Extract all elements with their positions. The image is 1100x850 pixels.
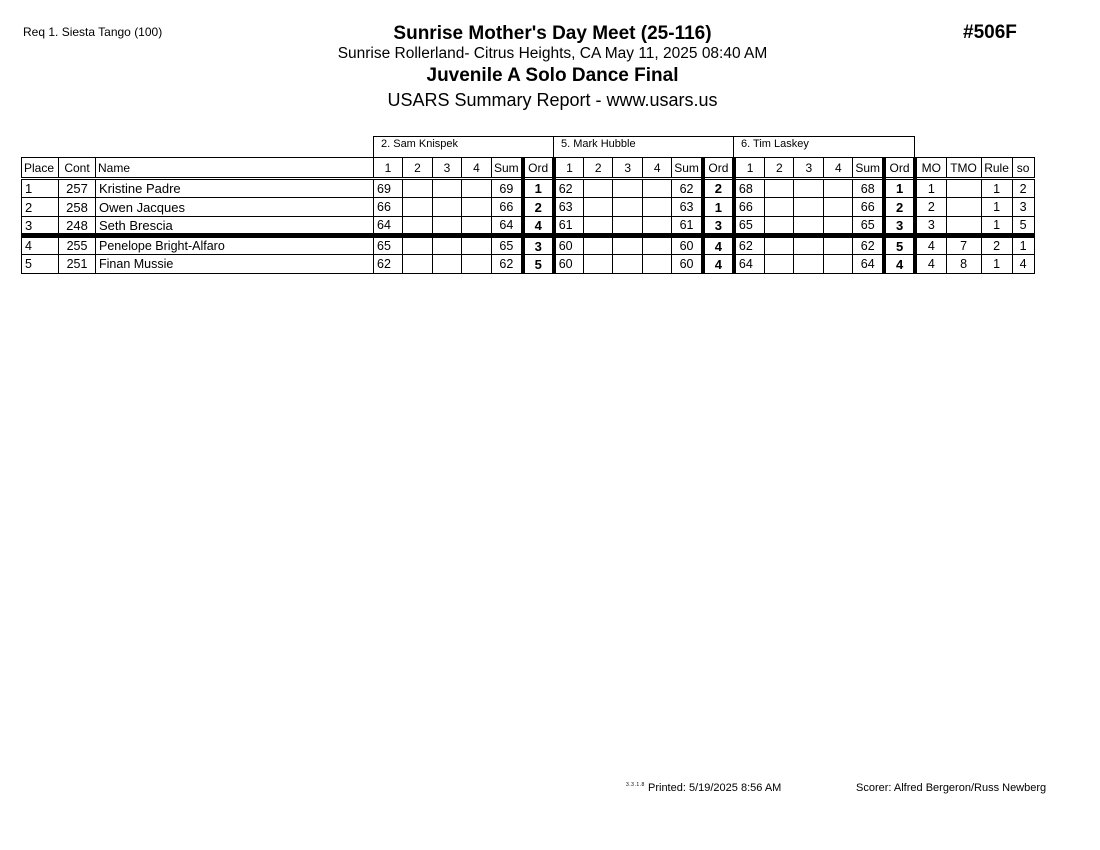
judge-3-score-4 xyxy=(824,255,853,274)
judge-3-ordinal: 5 xyxy=(884,236,915,255)
judge-1-score-3 xyxy=(433,198,462,217)
rule-cell: 1 xyxy=(981,255,1012,274)
judge-1-score-3 xyxy=(433,217,462,236)
judge-1-score-1: 69 xyxy=(374,179,403,198)
judge-2-ordinal: 1 xyxy=(703,198,734,217)
judge-3-sum: 62 xyxy=(853,236,884,255)
so-cell: 4 xyxy=(1012,255,1034,274)
table-row xyxy=(22,198,1035,217)
col-j2-sum: Sum xyxy=(672,158,703,179)
judge-1-score-4 xyxy=(462,217,492,236)
judge-2-score-2 xyxy=(584,255,613,274)
judge-2-ordinal: 2 xyxy=(703,179,734,198)
judge-1-score-2 xyxy=(403,198,433,217)
judge-3-score-4 xyxy=(824,198,853,217)
judge-3-score-1: 62 xyxy=(734,236,765,255)
judge-3-score-3 xyxy=(794,236,824,255)
judge-2-score-4 xyxy=(643,179,672,198)
col-j3-sum: Sum xyxy=(853,158,884,179)
table-row xyxy=(22,217,1035,236)
col-rule: Rule xyxy=(981,158,1012,179)
judge-1-sum: 62 xyxy=(492,255,523,274)
col-j2-ord: Ord xyxy=(703,158,734,179)
judge-3-score-2 xyxy=(765,236,794,255)
col-j3-ord: Ord xyxy=(884,158,915,179)
judge-3-score-2 xyxy=(765,198,794,217)
rule-cell: 1 xyxy=(981,217,1012,236)
col-name: Name xyxy=(96,158,374,179)
judge-1-score-3 xyxy=(433,236,462,255)
judge-3-score-3 xyxy=(794,198,824,217)
judge-1-score-3 xyxy=(433,255,462,274)
judge-1-ordinal: 3 xyxy=(523,236,554,255)
judge-2-score-3 xyxy=(613,198,643,217)
col-j1-ord: Ord xyxy=(523,158,554,179)
cont-cell: 258 xyxy=(59,198,96,217)
col-j1-sum: Sum xyxy=(492,158,523,179)
judge-2-ordinal: 4 xyxy=(703,236,734,255)
col-j2-2: 2 xyxy=(584,158,613,179)
rule-cell: 1 xyxy=(981,198,1012,217)
judge-2-score-1: 60 xyxy=(554,236,584,255)
judge-1-score-1: 66 xyxy=(374,198,403,217)
name-cell: Kristine Padre xyxy=(96,179,374,198)
col-j1-3: 3 xyxy=(433,158,462,179)
col-j1-4: 4 xyxy=(462,158,492,179)
judge-3-score-3 xyxy=(794,217,824,236)
judge-2-score-4 xyxy=(643,236,672,255)
judge-3-score-4 xyxy=(824,179,853,198)
judge-1-sum: 64 xyxy=(492,217,523,236)
header-row xyxy=(22,158,1035,179)
judge-header-1: 2. Sam Knispek xyxy=(373,136,554,157)
table-row xyxy=(22,236,1035,255)
judge-3-score-1: 66 xyxy=(734,198,765,217)
judge-1-score-4 xyxy=(462,198,492,217)
judge-2-ordinal: 4 xyxy=(703,255,734,274)
judge-2-score-1: 61 xyxy=(554,217,584,236)
col-j2-4: 4 xyxy=(643,158,672,179)
judge-2-score-4 xyxy=(643,198,672,217)
judge-3-ordinal: 3 xyxy=(884,217,915,236)
cont-cell: 255 xyxy=(59,236,96,255)
rule-cell: 1 xyxy=(981,179,1012,198)
judge-3-score-4 xyxy=(824,236,853,255)
table-row xyxy=(22,179,1035,198)
judge-1-sum: 66 xyxy=(492,198,523,217)
judge-3-sum: 68 xyxy=(853,179,884,198)
judge-2-score-3 xyxy=(613,217,643,236)
judge-2-score-4 xyxy=(643,217,672,236)
judge-1-score-2 xyxy=(403,179,433,198)
judge-2-sum: 62 xyxy=(672,179,703,198)
request-label: Req 1. Siesta Tango (100) xyxy=(23,25,163,39)
tmo-cell xyxy=(946,198,981,217)
judge-3-ordinal: 2 xyxy=(884,198,915,217)
judge-3-sum: 64 xyxy=(853,255,884,274)
judge-2-score-3 xyxy=(613,179,643,198)
judge-3-ordinal: 4 xyxy=(884,255,915,274)
scorer-label: Scorer: Alfred Bergeron/Russ Newberg xyxy=(856,782,1047,794)
so-cell: 5 xyxy=(1012,217,1034,236)
judge-3-score-4 xyxy=(824,217,853,236)
table-row xyxy=(22,255,1035,274)
so-cell: 2 xyxy=(1012,179,1034,198)
judge-2-score-2 xyxy=(584,198,613,217)
judge-2-score-1: 63 xyxy=(554,198,584,217)
results-table xyxy=(21,157,1035,274)
judge-3-score-1: 68 xyxy=(734,179,765,198)
judge-1-score-1: 65 xyxy=(374,236,403,255)
judge-1-ordinal: 5 xyxy=(523,255,554,274)
judge-3-score-1: 64 xyxy=(734,255,765,274)
judge-3-sum: 65 xyxy=(853,217,884,236)
judge-1-score-3 xyxy=(433,179,462,198)
cont-cell: 248 xyxy=(59,217,96,236)
judge-2-score-2 xyxy=(584,217,613,236)
judge-3-score-1: 65 xyxy=(734,217,765,236)
col-j2-3: 3 xyxy=(613,158,643,179)
judge-1-score-4 xyxy=(462,179,492,198)
mo-cell: 4 xyxy=(915,236,946,255)
name-cell: Owen Jacques xyxy=(96,198,374,217)
judge-2-sum: 61 xyxy=(672,217,703,236)
judge-3-sum: 66 xyxy=(853,198,884,217)
judge-2-score-3 xyxy=(613,236,643,255)
judge-1-score-2 xyxy=(403,236,433,255)
place-cell: 4 xyxy=(22,236,59,255)
judge-1-ordinal: 2 xyxy=(523,198,554,217)
event-number: #506F xyxy=(963,22,1017,43)
printed-timestamp: Printed: 5/19/2025 8:56 AM xyxy=(648,782,782,794)
col-cont: Cont xyxy=(59,158,96,179)
rule-cell: 2 xyxy=(981,236,1012,255)
col-place: Place xyxy=(22,158,59,179)
col-j3-1: 1 xyxy=(734,158,765,179)
judge-2-score-1: 60 xyxy=(554,255,584,274)
judge-3-ordinal: 1 xyxy=(884,179,915,198)
place-cell: 1 xyxy=(22,179,59,198)
version-mark: 3.3.1.8 xyxy=(626,782,645,788)
judge-3-score-3 xyxy=(794,179,824,198)
tmo-cell xyxy=(946,179,981,198)
judge-1-ordinal: 1 xyxy=(523,179,554,198)
judge-2-score-2 xyxy=(584,236,613,255)
so-cell: 1 xyxy=(1012,236,1034,255)
judge-2-sum: 60 xyxy=(672,255,703,274)
location-date: Sunrise Rollerland- Citrus Heights, CA May 11, 2025 08:40 AM xyxy=(337,45,768,62)
mo-cell: 3 xyxy=(915,217,946,236)
judge-3-score-2 xyxy=(765,217,794,236)
judge-2-sum: 63 xyxy=(672,198,703,217)
judge-3-score-2 xyxy=(765,179,794,198)
col-j1-1: 1 xyxy=(374,158,403,179)
judge-1-score-4 xyxy=(462,255,492,274)
col-j3-3: 3 xyxy=(794,158,824,179)
place-cell: 2 xyxy=(22,198,59,217)
judge-2-score-4 xyxy=(643,255,672,274)
tmo-cell xyxy=(946,217,981,236)
col-mo: MO xyxy=(915,158,946,179)
name-cell: Seth Brescia xyxy=(96,217,374,236)
mo-cell: 2 xyxy=(915,198,946,217)
col-tmo: TMO xyxy=(946,158,981,179)
judge-1-score-1: 62 xyxy=(374,255,403,274)
judge-2-sum: 60 xyxy=(672,236,703,255)
judge-1-score-2 xyxy=(403,217,433,236)
judge-2-ordinal: 3 xyxy=(703,217,734,236)
judge-3-score-3 xyxy=(794,255,824,274)
judge-1-sum: 65 xyxy=(492,236,523,255)
judge-1-ordinal: 4 xyxy=(523,217,554,236)
judge-2-score-2 xyxy=(584,179,613,198)
mo-cell: 1 xyxy=(915,179,946,198)
col-j3-4: 4 xyxy=(824,158,853,179)
judge-1-score-1: 64 xyxy=(374,217,403,236)
place-cell: 5 xyxy=(22,255,59,274)
col-j3-2: 2 xyxy=(765,158,794,179)
tmo-cell: 7 xyxy=(946,236,981,255)
judge-2-score-1: 62 xyxy=(554,179,584,198)
col-so: so xyxy=(1012,158,1034,179)
so-cell: 3 xyxy=(1012,198,1034,217)
meet-title: Sunrise Mother's Day Meet (25-116) xyxy=(393,23,712,44)
event-title: Juvenile A Solo Dance Final xyxy=(426,65,679,86)
place-cell: 3 xyxy=(22,217,59,236)
judge-1-score-2 xyxy=(403,255,433,274)
judge-3-score-2 xyxy=(765,255,794,274)
col-j2-1: 1 xyxy=(554,158,584,179)
name-cell: Penelope Bright-Alfaro xyxy=(96,236,374,255)
judge-header-2: 5. Mark Hubble xyxy=(553,136,734,157)
judge-1-score-4 xyxy=(462,236,492,255)
tmo-cell: 8 xyxy=(946,255,981,274)
report-title: USARS Summary Report - www.usars.us xyxy=(387,90,718,110)
judge-1-sum: 69 xyxy=(492,179,523,198)
cont-cell: 251 xyxy=(59,255,96,274)
mo-cell: 4 xyxy=(915,255,946,274)
judge-2-score-3 xyxy=(613,255,643,274)
cont-cell: 257 xyxy=(59,179,96,198)
name-cell: Finan Mussie xyxy=(96,255,374,274)
col-j1-2: 2 xyxy=(403,158,433,179)
judge-header-3: 6. Tim Laskey xyxy=(733,136,915,157)
